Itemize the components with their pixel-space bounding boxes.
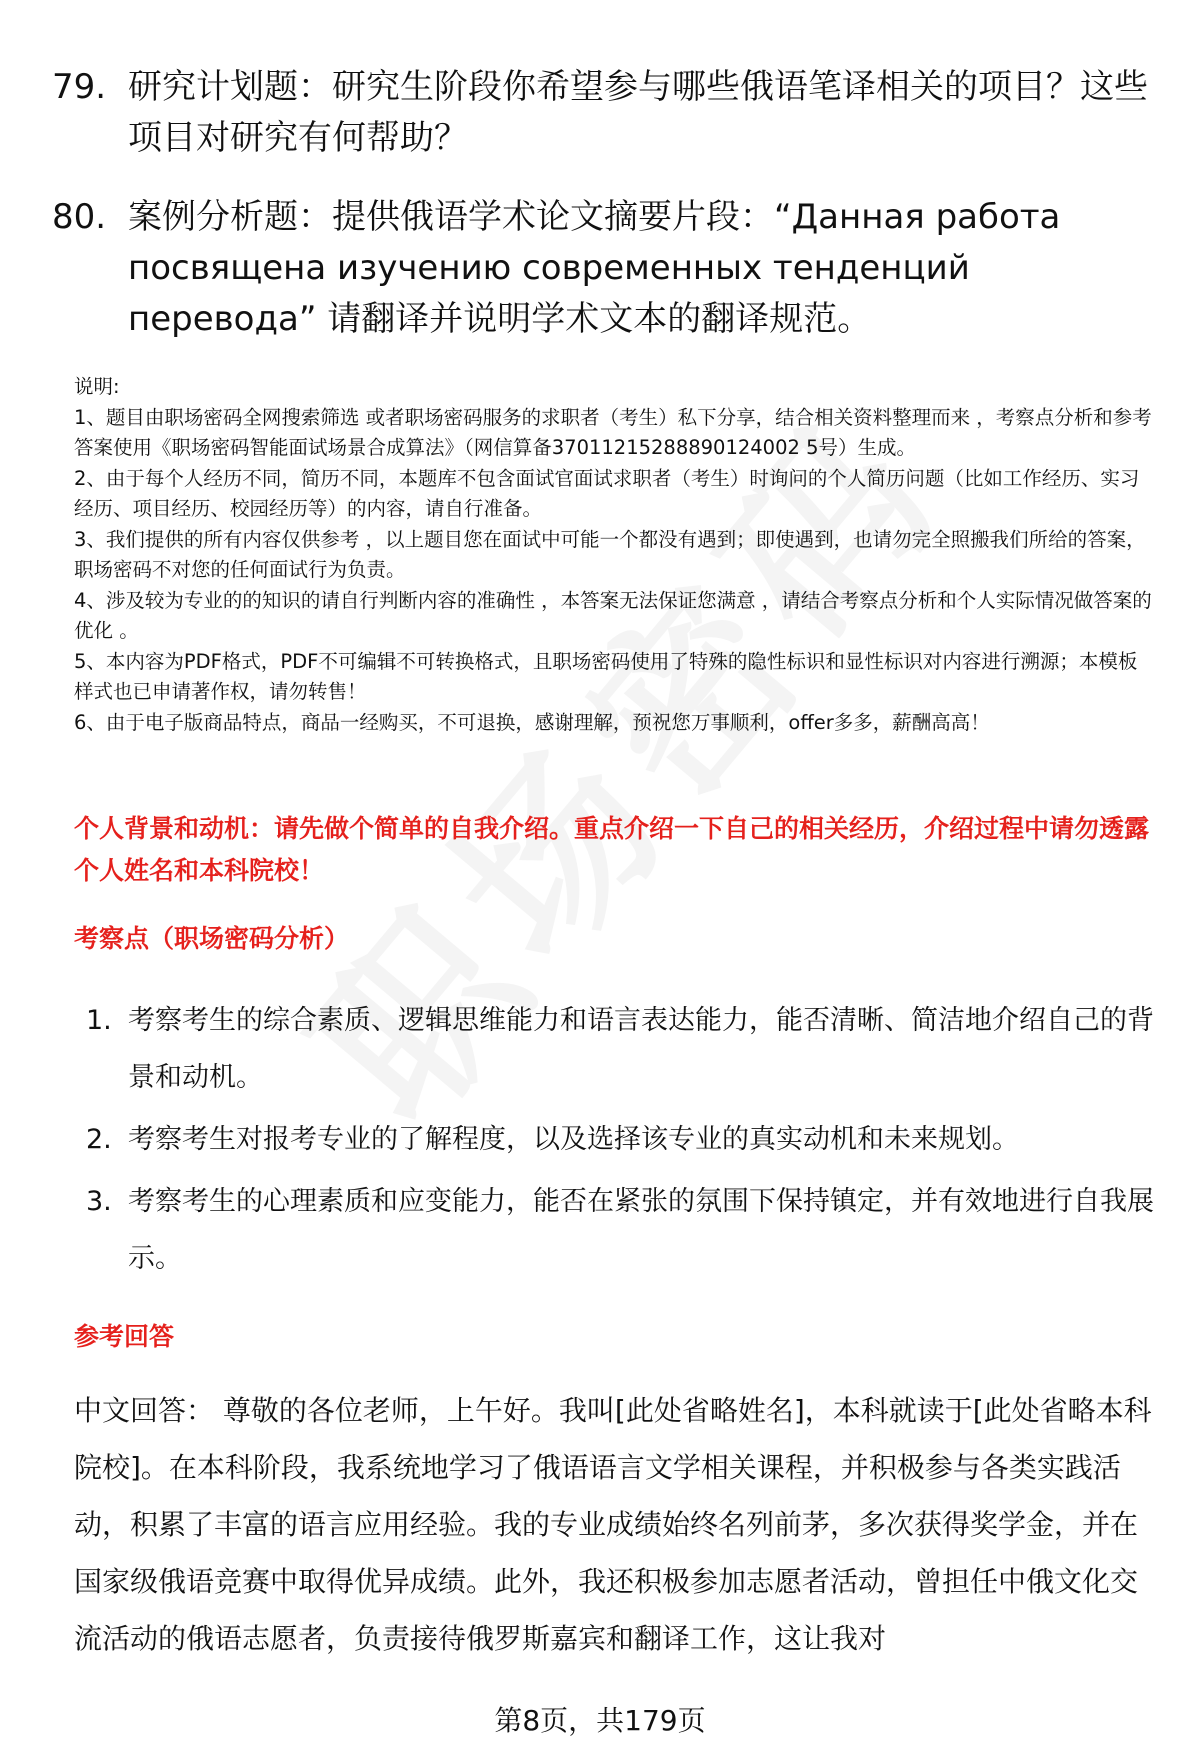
disclaimer-notes bbox=[74, 372, 1154, 738]
notes-title: 说明: bbox=[74, 375, 120, 398]
reference-answer: 中文回答： 尊敬的各位老师，上午好。我叫[此处省略姓名]，本科就读于[此处省略本科院校]。在本科阶段，我系统地学习了俄语语言文学相关课程，并积极参与各类实践活动，积累了丰富的语言应用经验。我的专业成绩始终名列前茅，多次获得奖学金，并在国家级俄语竞赛中取得优异成绩。此外，我还积极参加志愿者活动，曾担任中俄文化交流活动的俄语志愿者，负责接待俄罗斯嘉宾和翻译工作，这让我对 bbox=[74, 1394, 1152, 1655]
question-number: 79. bbox=[52, 67, 107, 107]
note-item: 1、题目由职场密码全网搜索筛选 或者职场密码服务的求职者（考生）私下分享，结合相关资料整理而来 ，考察点分析和参考答案使用《职场密码智能面试场景合成算法》（网信算备37011215288890124002 5号）生成。 bbox=[74, 405, 1152, 459]
reference-heading: 参考回答 bbox=[74, 1322, 175, 1351]
point-text: 考察考生对报考专业的了解程度，以及选择该专业的真实动机和未来规划。 bbox=[128, 1124, 1019, 1155]
page-number: 第8页，共179页 bbox=[494, 1704, 706, 1737]
note-item: 4、涉及较为专业的的知识的请自行判断内容的准确性 ，本答案无法保证您满意 ，请结合考察点分析和个人实际情况做答案的优化 。 bbox=[74, 588, 1152, 642]
list-item bbox=[74, 1111, 1154, 1168]
question-number: 80. bbox=[52, 197, 107, 237]
list-item bbox=[74, 1173, 1154, 1287]
point-number: 3. bbox=[86, 1186, 112, 1217]
question-text: 案例分析题：提供俄语学术论文摘要片段：“Данная работа посвящена изучению современных тенденций перевода” 请翻译并说明学术文本的翻译规范。 bbox=[128, 197, 1061, 339]
point-number: 1. bbox=[86, 1005, 112, 1036]
analysis-points bbox=[74, 992, 1154, 1292]
list-item bbox=[74, 992, 1154, 1106]
motivation-heading: 个人背景和动机：请先做个简单的自我介绍。重点介绍一下自己的相关经历，介绍过程中请勿透露个人姓名和本科院校！ bbox=[74, 814, 1150, 885]
note-item: 3、我们提供的所有内容仅供参考 ，以上题目您在面试中可能一个都没有遇到；即使遇到，也请勿完全照搬我们所给的答案，职场密码不对您的任何面试行为负责。 bbox=[74, 527, 1146, 581]
note-item: 6、由于电子版商品特点，商品一经购买，不可退换，感谢理解，预祝您万事顺利，offer多多，薪酬高高！ bbox=[74, 710, 990, 734]
note-item: 5、本内容为PDF格式，PDF不可编辑不可转换格式，且职场密码使用了特殊的隐性标识和显性标识对内容进行溯源；本模板样式也已申请著作权，请勿转售！ bbox=[74, 649, 1138, 703]
point-text: 考察考生的心理素质和应变能力，能否在紧张的氛围下保持镇定，并有效地进行自我展示。 bbox=[128, 1186, 1154, 1274]
question-text: 研究计划题：研究生阶段你希望参与哪些俄语笔译相关的项目？这些项目对研究有何帮助？ bbox=[128, 67, 1148, 158]
question-80 bbox=[52, 192, 1162, 345]
analysis-heading: 考察点（职场密码分析） bbox=[74, 924, 350, 953]
point-number: 2. bbox=[86, 1124, 112, 1155]
point-text: 考察考生的综合素质、逻辑思维能力和语言表达能力，能否清晰、简洁地介绍自己的背景和动机。 bbox=[128, 1005, 1154, 1093]
question-79 bbox=[52, 62, 1162, 164]
note-item: 2、由于每个人经历不同，简历不同，本题库不包含面试官面试求职者（考生）时询问的个人简历问题（比如工作经历、实习经历、项目经历、校园经历等）的内容，请自行准备。 bbox=[74, 466, 1140, 520]
